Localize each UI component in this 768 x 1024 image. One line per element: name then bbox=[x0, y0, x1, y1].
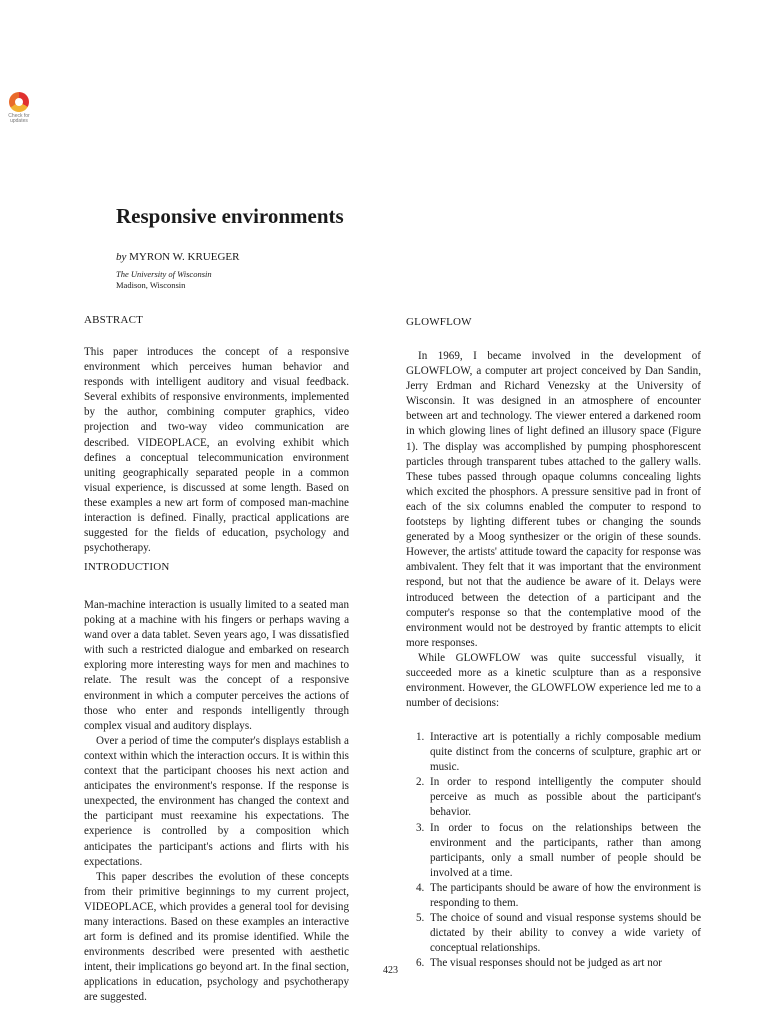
list-item bbox=[406, 881, 701, 911]
list-item bbox=[406, 775, 701, 820]
abstract-paragraph: This paper introduces the concept of a responsive environment which perceives human behavior and responds with intelligent auditory and visual feedback. Several exhibits of responsive environments, implemented by the author, combining computer graphics, video projection and two-way video communication are described. VIDEOPLACE, an evolving exhibit which defines a conceptual telecommunication environment uniting geographically separated people in a common visual experience, is discussed at some length. Based on these examples a new art form of composed man-machine interaction is defined. Finally, practical applications are suggested for the fields of education, psychology and psychotherapy. bbox=[84, 346, 349, 555]
paper-title: Responsive environments bbox=[116, 204, 344, 228]
list-item-text: The choice of sound and visual response systems should be dictated by their ability to convey a wide variety of conceptual relationships. bbox=[430, 912, 701, 955]
page-number: 423 bbox=[383, 965, 398, 976]
list-item-text: In order to respond intelligently the computer should perceive as much as possible about the participant's behavior. bbox=[430, 776, 701, 819]
affiliation bbox=[116, 269, 212, 291]
glowflow-paragraph: While GLOWFLOW was quite successful visually, it succeeded more as a kinetic sculpture than as a responsive environment. However, the GLOWFLOW experience led me to a number of decisions: bbox=[406, 651, 701, 710]
crossmark-icon bbox=[9, 92, 29, 112]
list-item bbox=[406, 956, 701, 971]
list-item-number: 6. bbox=[416, 957, 425, 970]
list-item bbox=[406, 730, 701, 775]
list-item-number: 3. bbox=[416, 821, 425, 834]
list-item-number: 5. bbox=[416, 912, 425, 925]
affiliation-location: Madison, Wisconsin bbox=[116, 280, 186, 290]
glowflow-text bbox=[406, 349, 701, 711]
introduction-heading: INTRODUCTION bbox=[84, 561, 170, 573]
author-name: MYRON W. KRUEGER bbox=[129, 251, 240, 263]
affiliation-university: The University of Wisconsin bbox=[116, 269, 212, 279]
list-item bbox=[406, 821, 701, 881]
abstract-heading: ABSTRACT bbox=[84, 314, 144, 326]
list-item-text: The visual responses should not be judged as art nor bbox=[430, 957, 662, 970]
byline-by: by bbox=[116, 251, 127, 263]
list-item-text: Interactive art is potentially a richly composable medium quite distinct from the concerns of sculpture, graphic art or music. bbox=[430, 731, 701, 774]
introduction-paragraph: This paper describes the evolution of these concepts from their primitive beginnings to my current project, VIDEOPLACE, which provides a general tool for devising many interactions. Based on these examples an interactive art form is defined and its promise identified. While the environments described were presented with aesthetic intent, their implications go beyond art. In the final section, applications in education, psychology and psychotherapy are suggested. bbox=[84, 870, 349, 1004]
introduction-paragraph: Man-machine interaction is usually limited to a seated man poking at a machine with his fingers or perhaps waving a wand over a data tablet. Seven years ago, I was dissatisfied with such a restricted dialogue and embarked on research exploring more interesting ways for men and machines to relate. The result was the concept of a responsive environment in which a computer perceives the actions of those who enter and responds intelligently through complex visual and auditory displays. bbox=[84, 599, 349, 732]
list-item-number: 4. bbox=[416, 881, 425, 894]
check-for-updates-badge[interactable] bbox=[5, 92, 33, 124]
byline bbox=[116, 251, 239, 263]
glowflow-heading: GLOWFLOW bbox=[406, 316, 472, 328]
introduction-paragraph: Over a period of time the computer's displays establish a context within which the interaction occurs. It is within this context that the participant chooses his next action and anticipates the environment's response. If the response is unexpected, the environment has changed the context and the participant must reexamine his expectations. The experience is controlled by a composition which anticipates the participant's actions and flirts with his expectations. bbox=[84, 734, 349, 868]
decisions-list bbox=[406, 730, 701, 972]
list-item-text: In order to focus on the relationships between the environment and the participants, rather than among participants, only a small number of people should be involved at a time. bbox=[430, 821, 701, 879]
list-item-number: 1. bbox=[416, 731, 425, 743]
glowflow-paragraph: In 1969, I became involved in the development of GLOWFLOW, a computer art project conceived by Dan Sandin, Jerry Erdman and Richard Venezsky at the University of Wisconsin. It was designed in an atmosphere of encounter between art and technology. The viewer entered a darkened room in which glowing lines of light defined an illusory space (Figure 1). The display was accomplished by pumping phosphorescent particles through transparent tubes attached to the gallery walls. These tubes passed through opaque columns concealing lights which excited the phosphors. A pressure sensitive pad in front of each of the six columns enabled the computer to respond to footsteps by lighting different tubes or changing the sounds generated by a Moog synthesizer or the origin of these sounds. However, the artists' attitude toward the capacity for response was ambivalent. They felt that it was important that the environment respond, but not that the audience be aware of it. Delays were introduced between the detection of a participant and the computer's response so that the contemplative mood of the environment would not be destroyed by frantic attempts to elicit more responses. bbox=[406, 350, 701, 649]
list-item bbox=[406, 911, 701, 956]
introduction-text bbox=[84, 598, 349, 1006]
badge-label: Check for updates bbox=[8, 113, 30, 124]
list-item-text: The participants should be aware of how the environment is responding to them. bbox=[430, 881, 701, 910]
abstract-text bbox=[84, 345, 349, 556]
list-item-number: 2. bbox=[416, 776, 425, 789]
